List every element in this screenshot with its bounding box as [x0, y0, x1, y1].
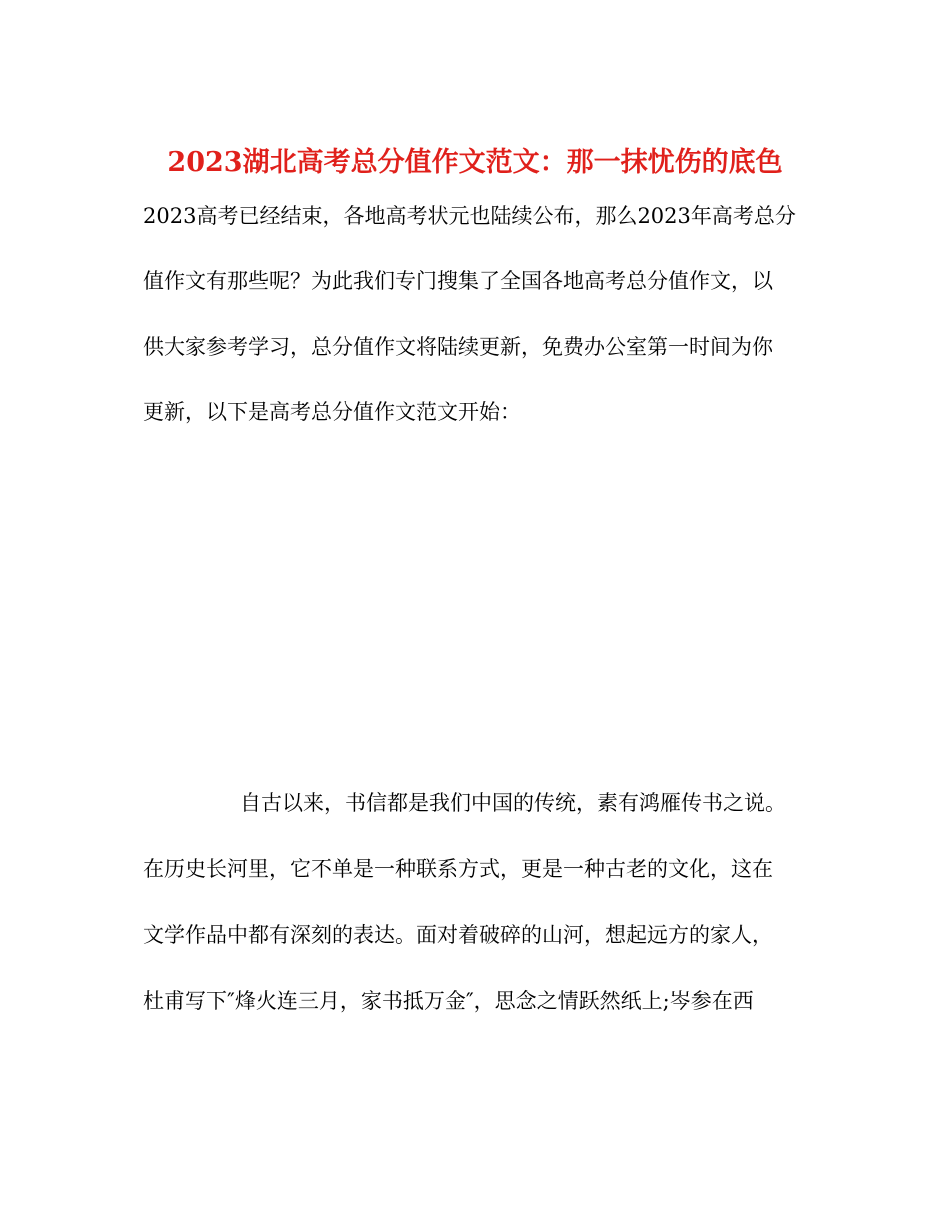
intro-line-1: 2023高考已经结束，各地高考状元也陆续公布，那么2023年高考总分	[143, 204, 796, 228]
intro-line-2: 值作文有那些呢？为此我们专门搜集了全国各地高考总分值作文，以	[143, 269, 773, 293]
body-line-4: 杜甫写下″烽火连三月，家书抵万金″，思念之情跃然纸上;岑参在西	[143, 989, 754, 1013]
body-line-1: 自古以来，书信都是我们中国的传统，素有鸿雁传书之说。	[240, 791, 786, 815]
body-line-3: 文学作品中都有深刻的表达。面对着破碎的山河，想起远方的家人，	[143, 923, 773, 947]
document-title: 2023湖北高考总分值作文范文：那一抹忧伤的底色	[167, 147, 783, 178]
intro-line-3: 供大家参考学习，总分值作文将陆续更新，免费办公室第一时间为你	[143, 335, 773, 359]
intro-line-4: 更新，以下是高考总分值作文范文开始：	[143, 400, 521, 424]
body-line-2: 在历史长河里，它不单是一种联系方式，更是一种古老的文化，这在	[143, 857, 773, 881]
